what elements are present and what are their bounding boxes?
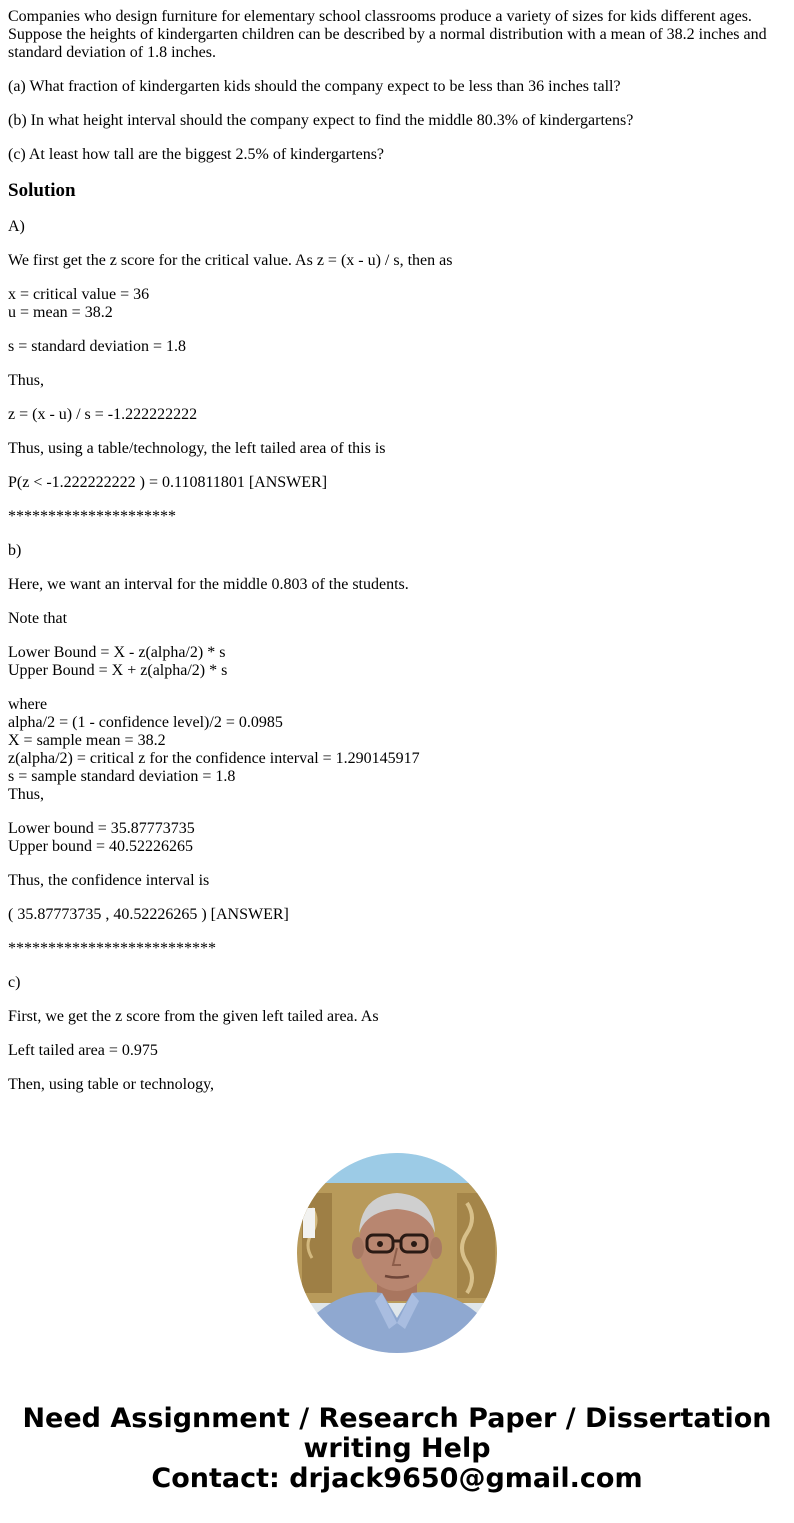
part-b-x-line: X = sample mean = 38.2 [8, 732, 166, 749]
part-a-z-line: z = (x - u) / s = -1.222222222 [8, 406, 198, 423]
part-b-separator: ************************** [8, 940, 216, 957]
part-b-label: b) [8, 542, 22, 559]
part-a-thus: Thus, [8, 372, 44, 389]
part-b-lower-bound: Lower bound = 35.87773735 [8, 820, 195, 837]
part-a-x-line: x = critical value = 36 [8, 286, 150, 303]
part-b-bounds [8, 820, 786, 856]
question-part-a: (a) What fraction of kindergarten kids should the company expect to be less than 36 inches tall? [8, 78, 621, 95]
part-b-upper-bound: Upper bound = 40.52226265 [8, 838, 194, 855]
part-b-interval-intro: Thus, the confidence interval is [8, 872, 210, 889]
part-b-intro: Here, we want an interval for the middle 0.803 of the students. [8, 576, 409, 593]
part-c-intro: First, we get the z score from the given left tailed area. As [8, 1008, 379, 1025]
part-a-givens [8, 286, 786, 322]
promo-banner [0, 1404, 794, 1494]
promo-line-1: Need Assignment / Research Paper / Dissertation [22, 1403, 772, 1434]
part-a-table-line: Thus, using a table/technology, the left tailed area of this is [8, 440, 386, 457]
part-a-u-line: u = mean = 38.2 [8, 304, 113, 321]
question-part-b: (b) In what height interval should the company expect to find the middle 80.3% of kindergartens? [8, 112, 634, 129]
part-b-thus: Thus, [8, 786, 44, 803]
part-b-alpha-line: alpha/2 = (1 - confidence level)/2 = 0.0985 [8, 714, 283, 731]
part-a-label: A) [8, 218, 25, 235]
part-b-where: where [8, 696, 48, 713]
part-c-area-line: Left tailed area = 0.975 [8, 1042, 158, 1059]
promo-line-2: writing Help [303, 1433, 491, 1464]
part-c-then: Then, using table or technology, [8, 1076, 215, 1093]
author-photo [297, 1153, 497, 1353]
part-b-answer: ( 35.87773735 , 40.52226265 ) [ANSWER] [8, 906, 289, 923]
part-c-label: c) [8, 974, 21, 991]
author-portrait-illustration [297, 1153, 497, 1353]
part-b-s-line: s = sample standard deviation = 1.8 [8, 768, 236, 785]
question-part-c: (c) At least how tall are the biggest 2.5% of kindergartens? [8, 146, 385, 163]
part-b-lower-formula: Lower Bound = X - z(alpha/2) * s [8, 644, 226, 661]
promo-contact: Contact: drjack9650@gmail.com [151, 1463, 643, 1494]
part-a-answer: P(z < -1.222222222 ) = 0.110811801 [ANSWER] [8, 474, 328, 491]
part-a-intro: We first get the z score for the critical value. As z = (x - u) / s, then as [8, 252, 453, 269]
question-intro: Companies who design furniture for elementary school classrooms produce a variety of sizes for kids different ages. Suppose the heights of kindergarten children can be described by a normal distribution with a mean of 38.2 inches and standard deviation of 1.8 inches. [8, 8, 767, 61]
document-body [8, 8, 786, 1110]
part-b-note: Note that [8, 610, 68, 627]
part-b-upper-formula: Upper Bound = X + z(alpha/2) * s [8, 662, 228, 679]
part-b-formulas [8, 644, 786, 680]
part-b-where-block [8, 696, 786, 804]
solution-heading: Solution [8, 180, 76, 201]
part-b-z-line: z(alpha/2) = critical z for the confidence interval = 1.290145917 [8, 750, 420, 767]
part-a-separator: ********************* [8, 508, 176, 525]
part-a-s-line: s = standard deviation = 1.8 [8, 338, 187, 355]
